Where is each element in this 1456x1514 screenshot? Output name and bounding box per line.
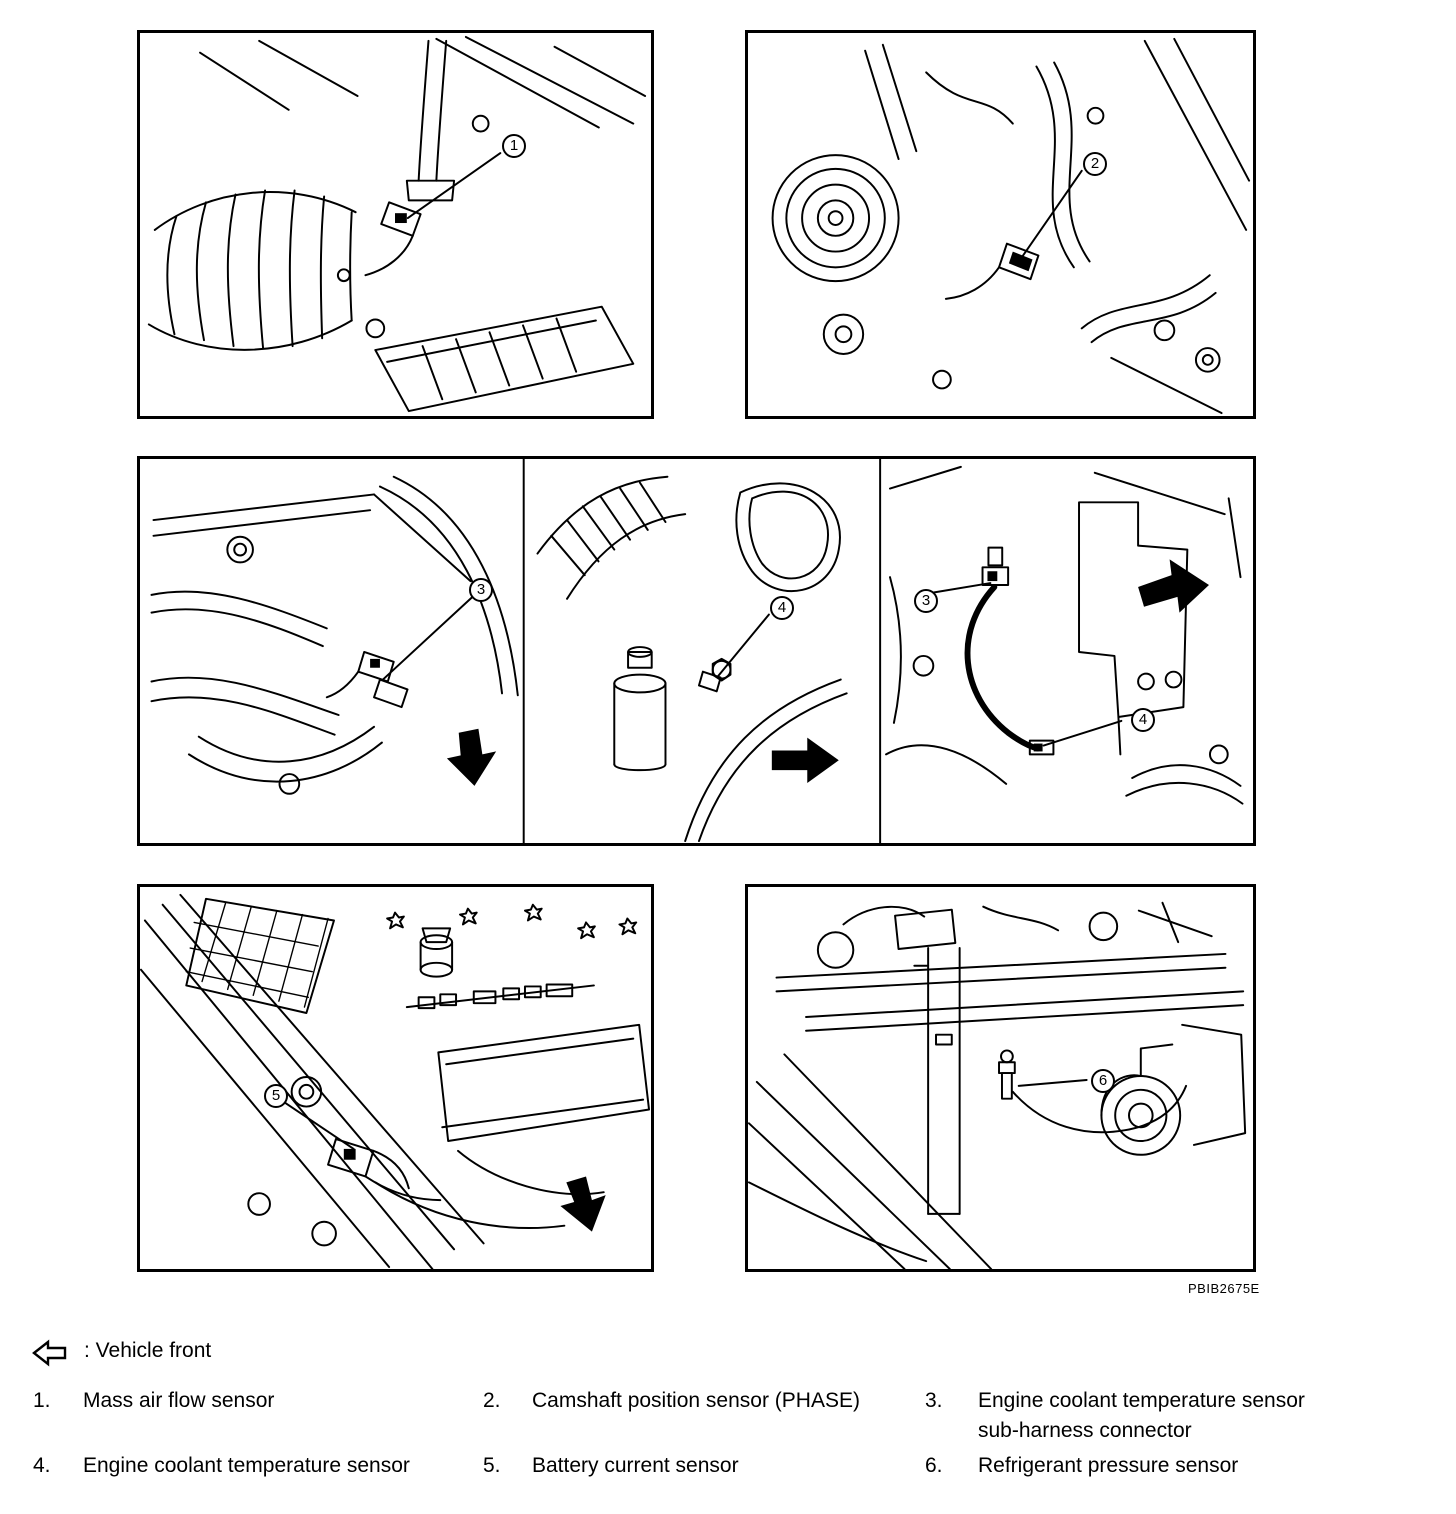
callout-2 [1083,152,1107,176]
figure-coolant-temp-and-sub-harness [137,456,1256,846]
figure-mass-air-flow-sensor [137,30,654,419]
engine-bay-line-art [140,33,651,416]
legend-num-3: 3. [925,1389,943,1412]
figure-camshaft-position-sensor [745,30,1256,419]
legend-num-6: 6. [925,1454,943,1477]
callout-4-label: 4 [777,599,787,616]
callout-3 [469,578,493,602]
engine-bay-line-art [140,459,1253,843]
callout-3b [914,589,938,613]
callout-6-label: 6 [1098,1072,1108,1089]
callout-1 [502,134,526,158]
callout-5 [264,1084,288,1108]
legend-num-4: 4. [33,1454,51,1477]
legend-num-1: 1. [33,1389,51,1412]
callout-4b [1131,708,1155,732]
callout-5-label: 5 [271,1087,281,1104]
callout-4b-label: 4 [1138,711,1148,728]
legend-item-3: Engine coolant temperature sensor sub-harness connector [978,1389,1305,1442]
figure-refrigerant-pressure-sensor [745,884,1256,1272]
engine-bay-line-art [748,887,1253,1269]
legend-item-5: Battery current sensor [532,1454,739,1477]
figure-battery-current-sensor [137,884,654,1272]
vehicle-front-label: : Vehicle front [84,1339,212,1362]
callout-3b-label: 3 [921,592,931,609]
figure-code: PBIB2675E [1188,1281,1260,1296]
engine-bay-line-art [140,887,651,1269]
callout-6 [1091,1069,1115,1093]
legend-item-6: Refrigerant pressure sensor [978,1454,1239,1477]
legend-item-4: Engine coolant temperature sensor [83,1454,410,1477]
callout-2-label: 2 [1090,155,1100,172]
callout-4 [770,596,794,620]
legend-num-5: 5. [483,1454,501,1477]
legend-item-2: Camshaft position sensor (PHASE) [532,1389,860,1412]
legend-item-1: Mass air flow sensor [83,1389,275,1412]
engine-bay-line-art [748,33,1253,416]
callout-3-label: 3 [476,581,486,598]
callout-1-label: 1 [509,137,519,154]
vehicle-front-arrow-icon [31,1339,69,1367]
legend-num-2: 2. [483,1389,501,1412]
